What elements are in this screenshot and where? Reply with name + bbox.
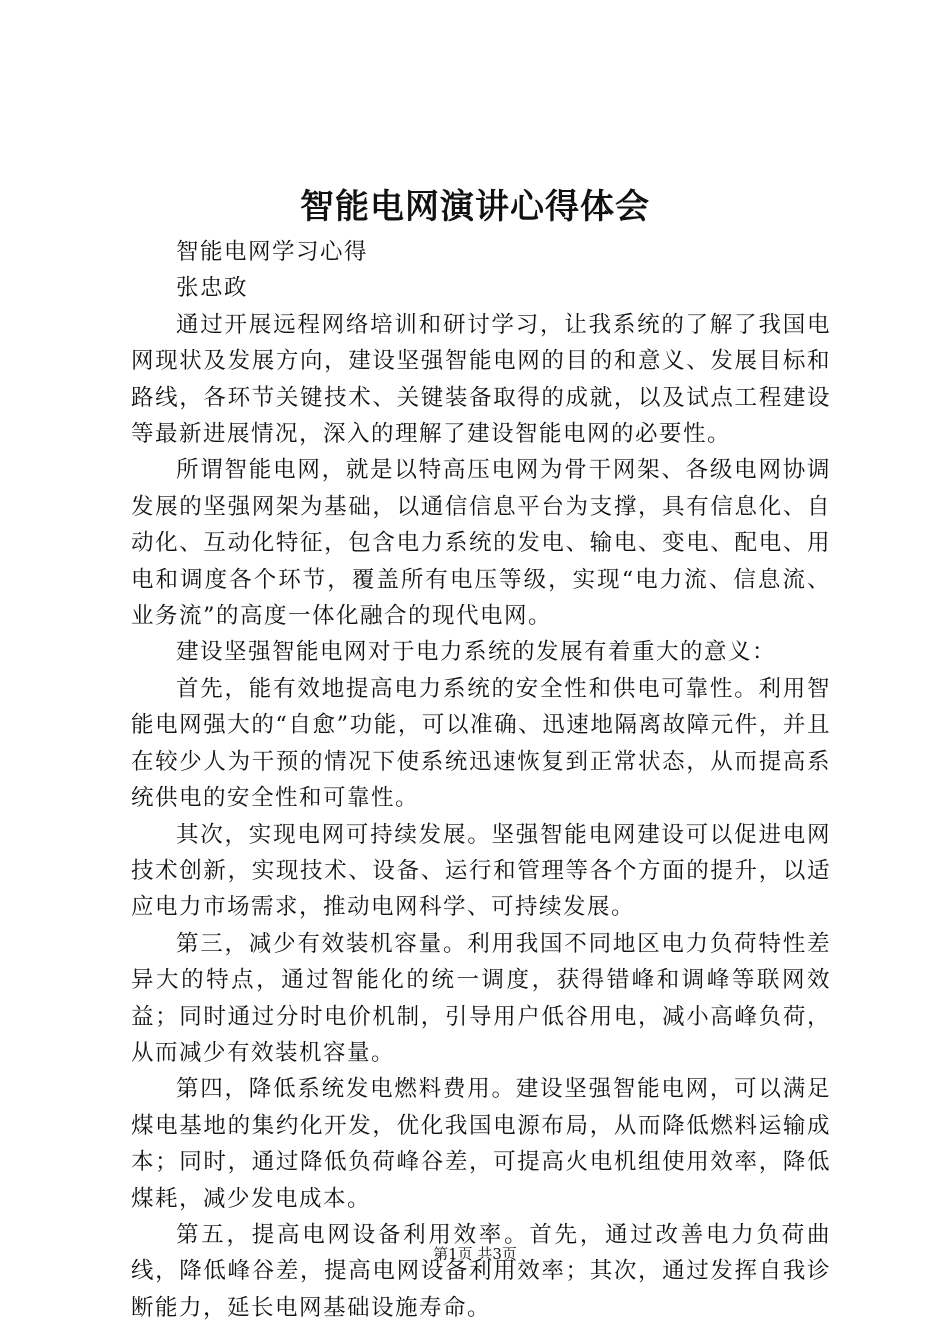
document-body xyxy=(131,234,831,1326)
author-paragraph: 张忠政 xyxy=(176,275,249,302)
body-paragraph: 通过开展远程网络培训和研讨学习，让我系统的了解了我国电网现状及发展方向，建设坚强智能电网的目的和意义、发展目标和路线，各环节关键技术、关键装备取得的成就，以及试点工程建设等最新进展情况，深入的理解了建设智能电网的必要性。 xyxy=(131,311,831,448)
body-paragraph: 第五，提高电网设备利用效率。首先，通过改善电力负荷曲线，降低峰谷差，提高电网设备利用效率；其次，通过发挥自我诊断能力，延长电网基础设施寿命。 xyxy=(131,1221,831,1321)
body-paragraph: 其次，实现电网可持续发展。坚强智能电网建设可以促进电网技术创新，实现技术、设备、运行和管理等各个方面的提升，以适应电力市场需求，推动电网科学、可持续发展。 xyxy=(131,821,831,921)
body-paragraph: 第三，减少有效装机容量。利用我国不同地区电力负荷特性差异大的特点，通过智能化的统一调度，获得错峰和调峰等联网效益；同时通过分时电价机制，引导用户低谷用电，减小高峰负荷，从而减少有效装机容量。 xyxy=(131,930,831,1066)
body-paragraph: 所谓智能电网，就是以特高压电网为骨干网架、各级电网协调发展的坚强网架为基础，以通信信息平台为支撑，具有信息化、自动化、互动化特征，包含电力系统的发电、输电、变电、配电、用电和调度各个环节，覆盖所有电压等级，实现“电力流、信息流、业务流”的高度一体化融合的现代电网。 xyxy=(131,457,831,630)
subtitle-paragraph: 智能电网学习心得 xyxy=(176,239,369,265)
body-paragraph: 建设坚强智能电网对于电力系统的发展有着重大的意义： xyxy=(176,639,777,666)
document-title: 智能电网演讲心得体会 xyxy=(300,187,650,227)
body-paragraph: 第四，降低系统发电燃料费用。建设坚强智能电网，可以满足煤电基地的集约化开发，优化我国电源布局，从而降低燃料运输成本；同时，通过降低负荷峰谷差，可提高火电机组使用效率，降低煤耗，减少发电成本。 xyxy=(131,1076,831,1212)
body-paragraph: 首先，能有效地提高电力系统的安全性和供电可靠性。利用智能电网强大的“自愈”功能，可以准确、迅速地隔离故障元件，并且在较少人为干预的情况下使系统迅速恢复到正常状态，从而提高系统供电的安全性和可靠性。 xyxy=(131,675,831,812)
page-footer: 第1页 共3页 xyxy=(433,1245,517,1263)
